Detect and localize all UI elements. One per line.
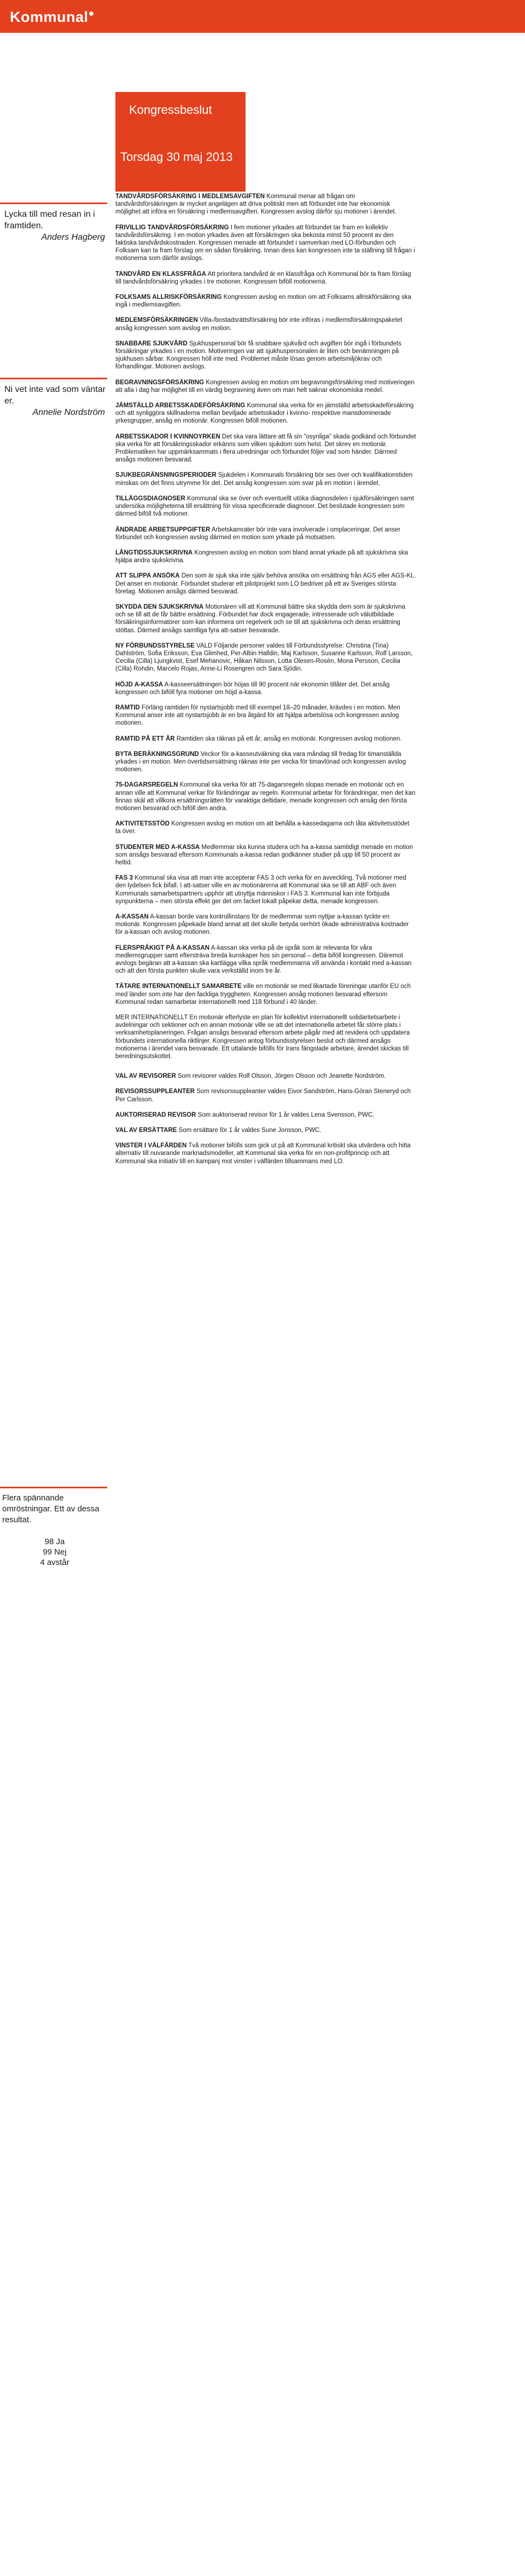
decision-paragraph — [115, 642, 416, 673]
decision-heading: MEDLEMSFÖRSÄKRINGEN — [115, 317, 198, 324]
decision-paragraph — [115, 704, 416, 727]
decision-paragraph — [115, 471, 416, 487]
decision-text: A-kasseersättningen bör höjas till 90 procent när ekonomin tillåter det. Det ansåg kongressen och biföll fyra motioner om höjd a-kassa. — [115, 681, 390, 696]
decision-paragraph — [115, 735, 416, 743]
decision-paragraph — [115, 1142, 416, 1165]
decision-heading: AKTIVITETSSTÖD — [115, 821, 170, 828]
decision-heading: VAL AV REVISORER — [115, 1073, 176, 1080]
decision-heading: ÄNDRADE ARBETSUPPGIFTER — [115, 526, 211, 533]
vote-result-abstain: 4 avstår — [40, 1558, 69, 1567]
decision-text: Som auktoriserad revisor för 1 år valdes Lena Svensson, PWC. — [196, 1111, 375, 1118]
decision-text: Att prioritera tandvård är en klassfråga och Kommunal bör ta fram förslag till tandvårdsförsäkring yrkades i tre motioner. Kongressen biföll motionerna. — [115, 270, 411, 285]
decision-text: Kommunal ska verka för att 75-dagarsregeln slopas menade en motionär och en annan ville att Kommunal verkar för förändringar av regeln. Kommunal arbetar för förändringar, men det kan finnas skäl att villkora ersättningsrätten för varaktiga deltidare, menade kongressen och ansåg den första motionen besvarad och biföll den andra. — [115, 782, 416, 812]
vote-results-box — [0, 1487, 109, 1568]
decision-paragraph — [115, 293, 416, 309]
decision-heading: NY FÖRBUNDSSTYRELSE — [115, 642, 195, 649]
decision-heading: 75-DAGARSREGELN — [115, 782, 178, 789]
quote-2 — [0, 378, 109, 418]
decision-text: Som revisorssuppleanter valdes Eivor Sandström, Hans-Göran Steneryd och Per Carlsson. — [115, 1088, 411, 1103]
decision-text: ville en motionär se med likartade föreningar utanför EU och med länder som inte har den fackliga tryggheten. Kongressen ansåg motionen besvarad eftersom Kommunal redan samarbetar internationellt med 118 förbund i 40 länder. — [115, 983, 411, 1006]
decision-heading: TANDVÅRDSFÖRSÄKRING I MEDLEMSAVGIFTEN — [115, 193, 265, 200]
decision-text: Den som är sjuk ska inte själv behöva ansöka om ersättning från AGS eller AGS-KL. Det anser en motionär. Förbundet studerar ett pilotprojekt som LO bedriver på ett av Sveriges största företag. Motionen ansågs därmed besvarad. — [115, 573, 416, 595]
quote-text: Lycka till med resan in i framtiden. — [4, 210, 95, 230]
quote-divider — [0, 378, 107, 379]
decision-text: I fem motioner yrkades att förbundet tar fram en kollektiv tandvårdsförsäkring. I en motion yrkades även att försäkringen ska bekosta minst 50 procent av den faktiska tandvårdskostnaden. Kongressen menade att förbundet i samverkan med LO-förbunden och Folksam kan ta fram förslag om en sådan försäkring. Innan dess kan kongressen inte ta ställning till frågan i motionerna som därför avslogs. — [115, 224, 415, 262]
kommunal-logo[interactable]: Kommunal● — [10, 8, 95, 25]
decision-heading: REVISORSSUPPLEANTER — [115, 1088, 195, 1095]
decision-text: Kommunal ska se över och eventuellt utöka diagnosdelen i sjukförsäkringen samt undersöka möjligheterna till ersättning för vissa specificerade diagnoser. Det beslutade kongressen som därmed biföll två motioner. — [115, 495, 414, 518]
decision-heading: BYTA BERÄKNINGSGRUND — [115, 750, 199, 758]
decision-paragraph — [115, 340, 416, 371]
decision-paragraph — [115, 944, 416, 975]
decision-paragraph — [115, 379, 416, 394]
decision-text: A-kassan ska verka på de språk som är relevanta för våra medlemsgrupper samt eftersträva breda kunskaper hos sin personal – detta biföll kongressen. Däremot avslogs begäran att a-kassan ska kartlägga vilka språk medlemmarna vill använda i kontakt med a-kassan och att den första punkten skulle vara verkställd inom tre år. — [115, 944, 412, 975]
decision-text: Sjukhuspersonal bör få snabbare sjukvård och avgiften bör ingå i förbundets försäkringar yrkades i en motion. Motiveringen var att sjukhuspersonalen är liten och benämningen på sjukhusen sårbar. Kongressen höll inte med. Problemet måste lösas genom arbetsmiljökrav och förhandlingar. Motionen avslogs. — [115, 340, 401, 371]
decision-paragraph — [115, 1088, 416, 1103]
decision-paragraph — [115, 572, 416, 596]
decision-paragraph — [115, 820, 416, 835]
decision-paragraph — [115, 844, 416, 867]
decision-text: Det ska vara lättare att få sin "osynliga" skada godkänd och förbundet ska verka för att försäkringsskador erkänns som vilken sjukdom som helst. Det skrev en motionär. Problematiken har uppmärksammats i flera utredningar och förbundet följer vad som händer. Därmed ansågs motionen besvarad. — [115, 433, 416, 464]
decision-heading: A-KASSAN — [115, 914, 149, 921]
decision-heading: AUKTORISERAD REVISOR — [115, 1111, 196, 1118]
vote-results — [0, 1537, 109, 1568]
decision-text: A-kassan borde vara kontrollinstans för de medlemmar som nyttjar a-kassan tyckte en motionär. Kongressen påpekade bland annat att det skulle betyda oerhört ökade administrativa kostnader för a-kassan och avslog motionen. — [115, 914, 409, 936]
decision-text: Kommunal menar att frågan om tandvårdsförsäkringen är mycket angelägen att driva politiskt men att förbundet inte har ekonomisk möjlighet att införa en försäkring i medlemsavgiften. Kongressen avslog därför sju motioner i ärendet. — [115, 193, 396, 216]
decisions-column — [115, 193, 416, 1173]
decision-heading: HÖJD A-KASSA — [115, 681, 164, 688]
decision-heading: FAS 3 — [115, 875, 133, 882]
decision-paragraph — [115, 495, 416, 518]
decision-heading: SKYDDA DEN SJUKSKRIVNA — [115, 603, 204, 610]
decision-paragraph — [115, 193, 416, 216]
decision-text: Kongressen avslog en motion om att behålla a-kassedagarna och låta aktivitetsstödet ta över. — [115, 821, 410, 835]
decision-paragraph — [115, 874, 416, 905]
decision-heading: TÄTARE INTERNATIONELLT SAMARBETE — [115, 983, 242, 990]
decision-paragraph — [115, 270, 416, 286]
decision-paragraph — [115, 781, 416, 812]
decision-paragraph — [115, 549, 416, 564]
decision-heading: JÄMSTÄLLD ARBETSSKADEFÖRSÄKRING — [115, 402, 246, 409]
decision-heading: TANDVÅRD EN KLASSFRÅGA — [115, 270, 206, 278]
decision-text: VALD Följande personer valdes till Förbundsstyrelse: Christina (Tina) Dahlström, Sofia Eriksson, Eva Glimhed, Per-Albin Halldin, Maj Karlsson, Susanne Karlsson, Rolf Larsson, Cecilia (Cilla) Ljungkvist, Esef Mehanovic, Håkan Nilsson, Lotta Olesen-Rosén, Mona Persson, Cecilia (Cilla) Rohdin, Marcelo Rojas, Anne-Li Rosengren och Sara Sjödin. — [115, 642, 413, 673]
decision-text: Som ersättare för 1 år valdes Sune Jonsson, PWC. — [177, 1127, 322, 1134]
decision-text: Motionären vill att Kommunal bättre ska skydda dem som är sjukskrivna och se till att de får bättre ersättning. Förbundet har dock engagerade, intresserade och välutbildade försäkringsinformatörer som kan informera om regelverk och se till att sjukskrivna och deras ersättning stöttas. Därmed ansågs samtliga fyra att-satser besvarade. — [115, 603, 406, 634]
decision-text: Två motioner bifölls som gick ut på att Kommunal kritiskt ska utvärdera och hitta alternativ till nuvarande marknadsmodeller, att Kommunal ska verka för en non-profitprincip och att Kommunal ska initiativ till en kampanj mot vinster i välfärden tillsammans med LO. — [115, 1142, 411, 1165]
quote-divider — [0, 1487, 107, 1488]
decision-heading: LÅNGTIDSSJUKSKRIVNA — [115, 549, 193, 556]
decision-paragraph — [115, 1127, 416, 1134]
vote-results-intro: Flera spännande omröstningar. Ett av dessa resultat. — [2, 1493, 100, 1524]
decision-text: Veckor för a-kasseutväkning ska vara måndag till fredag för timanställda yrkades i en motion. Men övertidsersättning räknas inte per vecka för timavlönad och kongressen avslog motionen. — [115, 750, 406, 773]
quote-1 — [0, 203, 109, 243]
decision-heading: VINSTER I VÄLFÄRDEN — [115, 1142, 187, 1150]
vote-result-yes: 98 Ja — [44, 1537, 65, 1546]
decision-text: MER INTERNATIONELLT En motionär efterlyste en plan för kollektivt internationellt solidaritetsarbete i avdelningar och sektioner och en annan motionär ville se att det internationella arbetet får större plats i verksamhetsplaneringen. Frågan ansågs besvarad eftersom arbete pågår med att revidera och uppdatera förbundets internationella riktlinjer. Kongressen antog förbundsstyrelsen beslut och därmed ansågs motionerna i ärendet vara besvarade. Ett uttalande bifölls för Irans fängslade arbetare, ärendet skickas till beredningsutskottet. — [115, 1014, 410, 1060]
page-date: Torsdag 30 maj 2013 — [120, 150, 233, 164]
decision-text: Arbetskamrater bör inte vara involverade i omplaceringar. Det anser förbundet och kongressen avslog därmed en motion som yrkade på motsatsen. — [115, 526, 401, 541]
decision-heading: FRIVILLIG TANDVÅRDSFÖRSÄKRING — [115, 224, 229, 231]
decision-paragraph — [115, 681, 416, 696]
decision-text: Medlemmar ska kunna studera och ha a-kassa samtidigt menade en motion som ansågs besvarad eftersom Kommunals a-kassa redan godkänner studier på upp till 50 procent av heltid. — [115, 844, 413, 866]
decision-paragraph — [115, 224, 416, 263]
decision-heading: FOLKSAMS ALLRISKFÖRSÄKRING — [115, 294, 222, 301]
quote-author: Annelie Nordström — [32, 408, 105, 417]
decision-text: Kongressen avslog en motion om begravningsförsäkring med motiveringen att alla i dag har möjlighet till en värdig begravning även om man helt saknar ekonomiska medel. — [115, 379, 415, 394]
decision-heading: SJUKBEGRÄNSNINGSPERIODER — [115, 472, 217, 479]
decision-heading: VAL AV ERSÄTTARE — [115, 1127, 177, 1134]
decision-paragraph — [115, 316, 416, 332]
decision-paragraph — [115, 402, 416, 425]
decision-heading: FLERSPRÅKIGT PÅ A-KASSAN — [115, 944, 210, 951]
decision-heading: ATT SLIPPA ANSÖKA — [115, 573, 180, 580]
decision-text: Villa-/bostadsrättsförsäkring bör inte införas i medlemsförsäkringspaketet ansåg kongressen som avslog en motion. — [115, 317, 402, 332]
decision-text: Som revisorer valdes Rolf Olsson, Jörgen Olsson och Jeanette Nordström. — [176, 1073, 386, 1080]
top-bar — [0, 0, 525, 33]
decision-heading: SNABBARE SJUKVÅRD — [115, 340, 188, 347]
decision-paragraph — [115, 433, 416, 464]
page-title: Kongressbeslut — [129, 103, 212, 117]
decision-paragraph — [115, 603, 416, 634]
decision-paragraph — [115, 526, 416, 541]
decision-paragraph — [115, 913, 416, 937]
decision-heading: BEGRAVNINGSFÖRSÄKRING — [115, 379, 205, 386]
decision-heading: RAMTID — [115, 704, 140, 711]
decision-heading: STUDENTER MED A-KASSA — [115, 844, 200, 851]
decision-heading: ARBETSSKADOR I KVINNOYRKEN — [115, 433, 220, 440]
vote-result-no: 99 Nej — [43, 1547, 67, 1557]
quote-divider — [0, 203, 107, 204]
decision-paragraph — [115, 750, 416, 774]
decision-text: Kongressen avslog en motion som bland annat yrkade på att sjukskrivna ska hjälpa andra sjukskrivna. — [115, 549, 408, 564]
decision-text: Kongressen avslog en motion om att Folksams allriskförsäkring ska ingå i medlemsavgiften. — [115, 294, 411, 309]
quote-author: Anders Hagberg — [41, 233, 105, 242]
decision-text: Ramtiden ska räknas på ett år, ansåg en motionär. Kongressen avslog motionen. — [174, 735, 402, 742]
decision-heading: RAMTID PÅ ETT ÅR — [115, 735, 175, 742]
decision-text: Sjukdelen i Kommunals försäkring bör ses över och kvalifikationstiden minskas om det finns utrymme för det. Det ansåg kongressen som svar på en motion i ärendet. — [115, 472, 413, 487]
decision-paragraph — [115, 1014, 416, 1060]
decision-text: Kommunal ska visa att man inte accepterar FAS 3 och verka för en avveckling. Två motioner med den lydelsen fick bifall. I att-satser ville en av motionärerna att Kommunal ska se till att ABF och även Kommunals samarbetspartners upphör att utnyttja människor i FAS 3. Kommunal kan inte förbjuda synpunkterna – men största effekt ger det om facket lokalt påpekar detta, menade kongressen. — [115, 875, 406, 905]
decision-heading: TILLÄGGSDIAGNOSER — [115, 495, 185, 502]
decision-paragraph — [115, 1072, 416, 1080]
decision-text: Förläng ramtiden för nystartsjobb med till exempel 18–20 månader, krävdes i en motion. Men Kommunal anser inte att nystartsjobb är en bra åtgärd för att hjälpa arbetslösa och kongressen avslog motionen. — [115, 704, 400, 727]
decision-text: Kommunal ska verka för en jämställd arbetsskadeförsäkring och att synliggöra skillnaderna mellan beviljade arbetsskador i kvinno- respektive mansdominerade yrkesgrupper, ansåg en motionär. Kongressen biföll motionen. — [115, 402, 414, 425]
decision-paragraph — [115, 983, 416, 1006]
decision-paragraph — [115, 1111, 416, 1119]
quote-text: Ni vet inte vad som väntar er. — [4, 385, 106, 406]
